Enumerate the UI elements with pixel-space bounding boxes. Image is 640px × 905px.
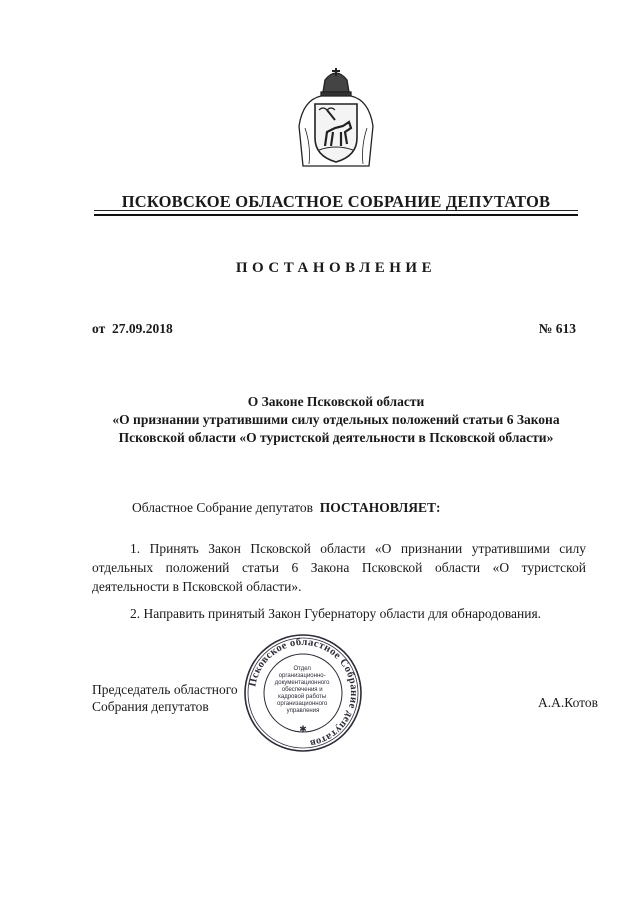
svg-text:Псковское областное Собрание д: Псковское областное Собрание депутатов [247, 636, 360, 749]
signatory-position [92, 681, 238, 715]
resolution-item-2: 2. Направить принятый Закон Губернатору области для обнародования. [130, 606, 542, 621]
subject-line: О Законе Псковской области [247, 394, 425, 409]
official-seal-icon [242, 632, 364, 754]
header-divider [94, 210, 578, 211]
date-prefix: от [92, 321, 106, 336]
organization-title: ПСКОВСКОЕ ОБЛАСТНОЕ СОБРАНИЕ ДЕПУТАТОВ [121, 192, 551, 211]
preamble-resolves: ПОСТАНОВЛЯЕТ: [319, 500, 441, 515]
position-line: Собрания депутатов [92, 699, 209, 714]
preamble-text: Областное Собрание депутатов [132, 500, 313, 515]
date-value: 27.09.2018 [111, 321, 173, 336]
subject-line: «О признании утратившими силу отдельных положений статьи 6 Закона [112, 412, 560, 427]
preamble [132, 500, 441, 516]
resolution-item-1 [92, 539, 586, 596]
subject-line: Псковской области «О туристской деятельности в Псковской области» [118, 430, 554, 445]
document-type: ПОСТАНОВЛЕНИЕ [235, 260, 437, 276]
document-date [92, 321, 173, 337]
svg-text:Отдел организационно-: Отдел организационно- документационного обеспечения и кадровой работы организационного управления [274, 666, 330, 714]
signatory-name: А.А.Котов [538, 695, 598, 710]
position-line: Председатель областного [92, 682, 238, 697]
item-line: отдельных положений статьи 6 Закона Псковской области «О туристской [92, 560, 586, 575]
document-number: № 613 [538, 321, 576, 336]
header-divider-thick [94, 214, 578, 216]
svg-text:✱: ✱ [299, 724, 307, 734]
document-subject [90, 393, 582, 447]
coat-of-arms-icon [295, 66, 377, 178]
item-line: 1. Принять Закон Псковской области «О признании утратившими силу [130, 541, 586, 556]
item-line: деятельности в Псковской области». [92, 579, 302, 594]
